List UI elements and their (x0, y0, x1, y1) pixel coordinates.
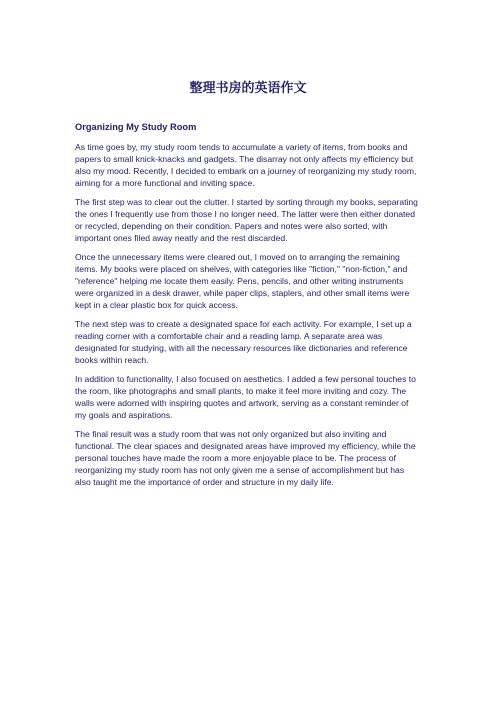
essay-subtitle: Organizing My Study Room (75, 122, 197, 132)
paragraph-4: The next step was to create a designated space for each activity. For example, I set up a reading corner with a comfortable chair and a reading lamp. A separate area was designated for studying, with all the necessary resources like dictionaries and reference books within reach. (75, 319, 412, 365)
paragraph-5: In addition to functionality, I also focused on aesthetics. I added a few personal touches to the room, like photographs and small plants, to make it feel more inviting and cozy. The walls were adorned with inspiring quotes and artwork, serving as a constant reminder of my goals and aspirations. (75, 374, 416, 420)
document-body (75, 121, 422, 495)
paragraph-6: The final result was a study room that was not only organized but also inviting and functional. The clear spaces and designated areas have improved my efficiency, while the personal touches have made the room a more enjoyable place to be. The process of reorganizing my study room has not only given me a sense of accomplishment but has also taught me the importance of order and structure in my daily life. (75, 429, 416, 487)
paragraph-2: The first step was to clear out the clutter. I started by sorting through my books, separating the ones I frequently use from those I no longer need. The latter were then either donated or recycled, depending on their condition. Papers and notes were also sorted, with important ones filed away neatly and the rest discarded. (75, 197, 418, 243)
paragraph-3: Once the unnecessary items were cleared out, I moved on to arranging the remaining items. My books were placed on shelves, with categories like "fiction," "non-fiction," and "reference" helping me locate them easily. Pens, pencils, and other writing instruments were organized in a desk drawer, while paper clips, staplers, and other small items were kept in a clear plastic box for quick access. (75, 252, 410, 310)
document-title: 整理书房的英语作文 (189, 81, 307, 96)
paragraph-1: As time goes by, my study room tends to accumulate a variety of items, from books and papers to small knick-knacks and gadgets. The disarray not only affects my efficiency but also my mood. Recently, I decided to embark on a journey of reorganizing my study room, aiming for a more functional and inviting space. (75, 142, 417, 188)
